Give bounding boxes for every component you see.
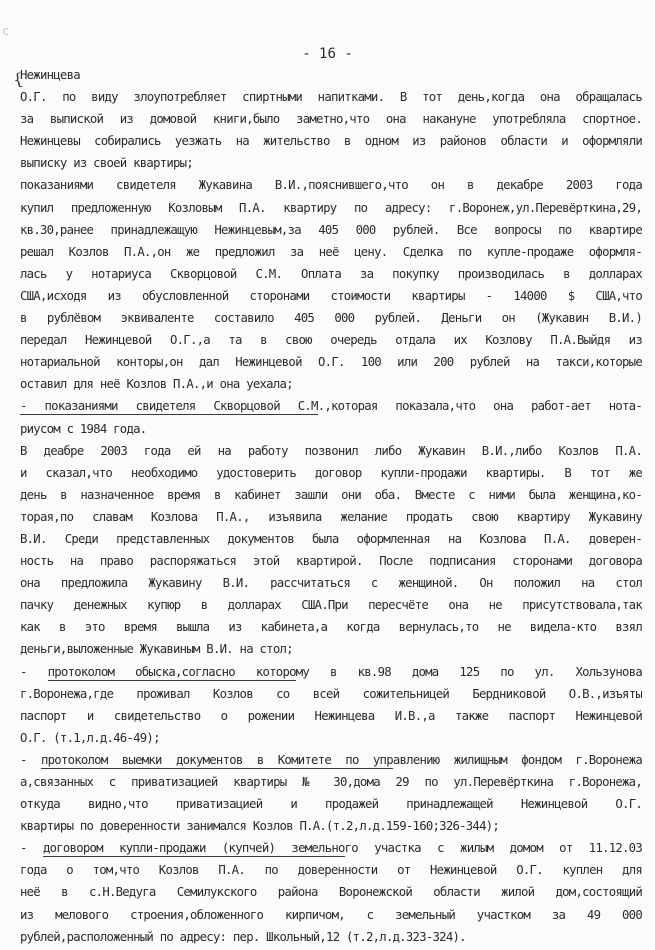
underlined-phrase: протоколом обыска,согласно которо: [47, 664, 296, 679]
text-line: - протоколом выемки документов в Комитете по управлению жилищным фондом г.Воронежа: [20, 752, 642, 767]
text-line: г.Воронежа,где проживал Козлов со всей сожительницей Бердниковой О.В.,изъяты: [20, 686, 642, 701]
text-line: а,связанных с приватизацией квартиры № 30,дома 29 по ул.Перевёрткина г.Воронежа,: [20, 775, 642, 789]
document-body: [20, 64, 642, 948]
text-line: день в назначенное время в кабинет зашли они оба. Вместе с ними была женщина,ко-: [20, 487, 642, 502]
text-line: показаниями свидетеля Жукавина В.И.,пояснившего,что он в декабре 2003 года: [20, 178, 642, 193]
text-line: О.Г. (т.1,л.д.46-49);: [20, 730, 160, 745]
text-line: кв.30,ранее принадлежащую Нежинцевым,за 405 000 рублей. Все вопросы по квартире: [20, 222, 642, 237]
text-line: деньги,выложенные Жукавиным В.И. на стол;: [20, 642, 293, 657]
underlined-phrase: договором купли-продажи (купчей) земельно: [42, 841, 345, 856]
text-line: она предложила Жукавину В.И. рассчитаться с женщиной. Он положил на стол: [20, 576, 642, 591]
text-line: рублей,расположенный по адресу: пер. Школьный,12 (т.2,л.д.323-324).: [20, 929, 466, 944]
text-line: торая,по славам Козлова П.А., изъявила желание продать свою квартиру Жукавину: [20, 509, 642, 524]
text-line: выписку из своей квартиры;: [20, 156, 193, 171]
text-line: пачку денежных купюр в долларах США.При пересчёте она не присутствовала,так: [20, 598, 642, 613]
corner-mark: c: [2, 24, 10, 38]
text-line: года о том,что Козлов П.А. по доверенности от Нежинцевой О.Г. куплен для: [20, 863, 642, 878]
text-line: неё в с.Н.Ведуга Семилукского района Воронежской области жилой дом,состоящий: [20, 885, 642, 900]
text-line: лась у нотариуса Скворцовой С.М. Оплата за покупку производилась в долларах: [20, 266, 642, 281]
page-number: - 16 -: [302, 46, 353, 62]
text-line: В.И. Среди представленных документов была оформленная на Козлова П.А. доверен-: [20, 531, 642, 546]
text-line: в рублёвом эквиваленте составило 405 000 рублей. Деньги он (Жукавин В.И.): [20, 311, 642, 326]
text-line: паспорт и свидетельство о рожении Нежинцева И.В.,а также паспорт Нежинцевой: [20, 708, 642, 723]
text-line: и сказал,что необходимо удостоверить договор купли-продажи квартиры. В тот же: [20, 465, 642, 480]
text-line: - показаниями свидетеля Скворцовой С.М.,которая показала,что она работ-ает нота-: [20, 399, 642, 414]
text-line: за выпиской из домовой книги,было заметно,что она накануне употребляла спортное.: [20, 112, 642, 127]
text-line: оставил для неё Козлов П.А.,и она уехала;: [20, 377, 293, 392]
text-line: как в это время вышла из кабинета,а когда вернулась,то не видела-кто взял: [20, 620, 642, 635]
text-line: - протоколом обыска,согласно которому в кв.98 дома 125 по ул. Хользунова: [20, 664, 642, 679]
text-line: откуда видно,что приватизацией и продажей принадлежащей Нежинцевой О.Г.: [20, 797, 642, 812]
text-line: квартиры по доверенности занимался Козлов П.А.(т.2,л.д.159-160;326-344);: [20, 819, 500, 834]
margin-brace-mark: {: [11, 69, 25, 90]
text-line: - договором купли-продажи (купчей) земельного участка с жилым домом от 11.12.03: [20, 841, 642, 856]
text-line: О.Г. по виду злоупотребляет спиртными напитками. В тот день,когда она обращалась: [20, 90, 642, 105]
text-line: решал Козлов П.А.,он же предложил за неё цену. Сделка по купле-продаже оформля-: [20, 244, 642, 259]
text-line: из мелового строения,обложенного кирпичом, с земельный участком за 49 000: [20, 907, 642, 922]
underlined-phrase: - показаниями свидетеля Скворцовой С.М: [20, 399, 318, 414]
underlined-phrase: протоколом выемки документов в Комитете по упр: [40, 752, 393, 767]
text-line: Нежинцевы собирались уезжать на жительство в одном из районов области и оформляли: [20, 134, 642, 149]
text-line: нотариальной конторы,он дал Нежинцевой О.Г. 100 или 200 рублей на такси,которые: [20, 355, 642, 370]
text-line: США,исходя из обусловленной сторонами стоимости квартиры - 14000 $ США,что: [20, 288, 642, 303]
text-line: В деабре 2003 года ей на работу позвонил либо Жукавин В.И.,либо Козлов П.А.: [20, 443, 642, 458]
text-line: ность на право распоряжаться этой квартирой. После подписания сторонами договора: [20, 554, 642, 569]
text-line: купил предложенную Козловым П.А. квартиру по адресу: г.Воронеж,ул.Перевёрткина,29,: [20, 200, 642, 215]
text-line: Нежинцева: [20, 68, 80, 82]
text-line: риусом с 1984 года.: [20, 421, 147, 436]
text-line: передал Нежинцевой О.Г.,а та в свою очередь отдала их Козлову П.А.Выйдя из: [20, 333, 642, 348]
